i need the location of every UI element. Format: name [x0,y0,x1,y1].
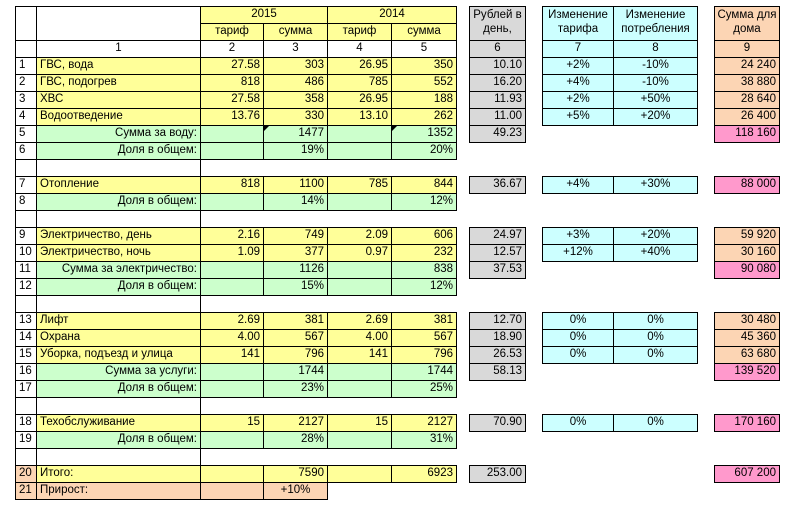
row-name: Прирост: [36,482,201,500]
cell-share-2015: 19% [263,142,328,160]
cell-tarif-2014: 141 [327,346,392,364]
cell-summa-2015: 1744 [263,363,328,381]
cell-summa-2015: 330 [263,108,328,126]
row-name: Доля в общем: [36,142,201,160]
cell-summa-2014: 838 [391,261,457,279]
cell-house-sum: 28 640 [714,91,780,109]
row-name: ГВС, подогрев [36,74,201,92]
cell-tarif-2014: 785 [327,74,392,92]
header-house-sum: Сумма для дома [714,6,780,41]
cell-tarif-2014: 785 [327,176,392,194]
colnum-3: 3 [263,40,328,58]
row-number: 7 [15,176,37,194]
cell-blank [200,363,264,381]
row-number: 16 [15,363,37,381]
row-number: 14 [15,329,37,347]
cell-consumption-change: +20% [613,227,698,245]
cell-blank [200,125,264,143]
row-name: Сумма за электричество: [36,261,201,279]
cell-summa-2014: 567 [391,329,457,347]
cell-tariff-change: +12% [542,244,614,262]
cell-house-sum: 24 240 [714,57,780,75]
row-number: 5 [15,125,37,143]
cell-share-2014: 20% [391,142,457,160]
cell-share-2014: 31% [391,431,457,449]
cell-tarif-2015: 2.16 [200,227,264,245]
row-name: Отопление [36,176,201,194]
cell-blank [327,261,392,279]
cell-summa-2015: 749 [263,227,328,245]
cell-house-sum: 607 200 [714,465,780,483]
header-blank [36,6,201,41]
cell-house-sum: 30 480 [714,312,780,330]
cell-summa-2015: 796 [263,346,328,364]
cell-summa-2014: 350 [391,57,457,75]
cell-tarif-2015: 13.76 [200,108,264,126]
row-name: Лифт [36,312,201,330]
cell-consumption-change: 0% [613,346,698,364]
cell-tarif-2014: 15 [327,414,392,432]
cell-rub-per-day: 70.90 [469,414,526,432]
cell-tarif-2014: 26.95 [327,91,392,109]
cell-tariff-change: 0% [542,346,614,364]
colnum-4: 4 [327,40,392,58]
cell-summa-2014: 606 [391,227,457,245]
row-name: Доля в общем: [36,278,201,296]
cell-tariff-change: +2% [542,91,614,109]
cell-share-2015: 14% [263,193,328,211]
cell-tariff-change: +3% [542,227,614,245]
row-name: Доля в общем: [36,431,201,449]
cell-summa-2014: 2127 [391,414,457,432]
cell-house-sum: 30 160 [714,244,780,262]
cell-summa-2014: 796 [391,346,457,364]
row-number: 8 [15,193,37,211]
cell-share-2015: 23% [263,380,328,398]
colnum-8: 8 [613,40,698,58]
cell-rub-per-day: 253.00 [469,465,526,483]
cell-rub-per-day: 18.90 [469,329,526,347]
cell-blank [200,465,264,483]
cell-tarif-2014: 4.00 [327,329,392,347]
cell-summa-2015: 358 [263,91,328,109]
cell-summa-2014: 381 [391,312,457,330]
cell-rub-per-day: 37.53 [469,261,526,279]
header-year-2015: 2015 [200,6,328,24]
row-number: 1 [15,57,37,75]
cell-tariff-change: +2% [542,57,614,75]
header-rub-per-day: Рублей в день, [469,6,526,41]
separator-cell [15,159,37,177]
cell-summa-2014: 232 [391,244,457,262]
row-name: Водоотведение [36,108,201,126]
cell-blank [327,380,392,398]
cell-summa-2014: 1744 [391,363,457,381]
cell-tarif-2014: 2.09 [327,227,392,245]
row-name: Уборка, подъезд и улица [36,346,201,364]
row-number: 13 [15,312,37,330]
cell-summa-2015: 303 [263,57,328,75]
cell-total-2014: 6923 [391,465,457,483]
cell-share-2014: 12% [391,193,457,211]
cell-tarif-2015: 1.09 [200,244,264,262]
cell-rub-per-day: 36.67 [469,176,526,194]
separator-cell [36,159,201,177]
cell-summa-2014: 262 [391,108,457,126]
row-name: Итого: [36,465,201,483]
cell-blank [200,142,264,160]
cell-summa-2015: 1100 [263,176,328,194]
cell-blank [200,431,264,449]
cell-summa-2014: 552 [391,74,457,92]
cell-rub-per-day: 11.00 [469,108,526,126]
header-tarif-2015: тариф [200,23,264,41]
separator-cell [36,397,201,415]
row-number: 19 [15,431,37,449]
cell-summa-2015: 567 [263,329,328,347]
cell-tariff-change: 0% [542,329,614,347]
cell-tariff-change: 0% [542,414,614,432]
row-number: 18 [15,414,37,432]
cell-tariff-change: 0% [542,312,614,330]
cell-house-sum: 38 880 [714,74,780,92]
cell-tarif-2014: 0.97 [327,244,392,262]
row-number: 9 [15,227,37,245]
cell-house-sum: 88 000 [714,176,780,194]
row-number: 2 [15,74,37,92]
separator-cell [36,210,201,228]
cell-house-sum: 90 080 [714,261,780,279]
row-name: Охрана [36,329,201,347]
cell-house-sum: 45 360 [714,329,780,347]
separator-cell [15,397,37,415]
cell-summa-2014: 844 [391,176,457,194]
cell-tariff-change: +4% [542,74,614,92]
cell-tarif-2014: 2.69 [327,312,392,330]
header-year-2014: 2014 [327,6,457,24]
cell-blank [327,431,392,449]
cell-summa-2015: 1477 [263,125,328,143]
cell-consumption-change: -10% [613,57,698,75]
cell-blank [200,193,264,211]
cell-tarif-2015: 15 [200,414,264,432]
colnum-6: 6 [469,40,526,58]
row-name: Электричество, ночь [36,244,201,262]
cell-house-sum: 170 160 [714,414,780,432]
cell-summa-2015: 2127 [263,414,328,432]
cell-house-sum: 63 680 [714,346,780,364]
row-name: Доля в общем: [36,380,201,398]
cell-house-sum: 139 520 [714,363,780,381]
separator-cell [36,448,201,466]
colnum-5: 5 [391,40,457,58]
cell-tarif-2015: 818 [200,176,264,194]
cell-tarif-2015: 818 [200,74,264,92]
cell-total-2015: 7590 [263,465,328,483]
colnum-7: 7 [542,40,614,58]
row-number: 3 [15,91,37,109]
cell-tarif-2015: 4.00 [200,329,264,347]
header-summa-2014: сумма [391,23,457,41]
cell-blank [200,482,264,500]
cell-blank [327,278,392,296]
cell-house-sum: 59 920 [714,227,780,245]
cell-summa-2014: 188 [391,91,457,109]
separator-cell [36,295,201,313]
cell-blank [327,363,392,381]
separator-cell [15,448,37,466]
cell-consumption-change: 0% [613,312,698,330]
cell-summa-2015: 486 [263,74,328,92]
cell-tarif-2015: 2.69 [200,312,264,330]
cell-tariff-change: +5% [542,108,614,126]
cell-blank [327,125,392,143]
cell-share-2014: 12% [391,278,457,296]
cell-summa-2014: 1352 [391,125,457,143]
cell-tarif-2015: 27.58 [200,91,264,109]
row-number: 11 [15,261,37,279]
row-name: Техобслуживание [36,414,201,432]
cell-blank [200,261,264,279]
row-name: ХВС [36,91,201,109]
cell-house-sum: 26 400 [714,108,780,126]
cell-blank [327,193,392,211]
colnum-corner [15,40,37,58]
colnum-9: 9 [714,40,780,58]
cell-consumption-change: -10% [613,74,698,92]
row-name: ГВС, вода [36,57,201,75]
row-number: 4 [15,108,37,126]
row-number: 12 [15,278,37,296]
cell-consumption-change: +30% [613,176,698,194]
separator-cell [15,210,37,228]
cell-rub-per-day: 11.93 [469,91,526,109]
row-number: 21 [15,482,37,500]
cell-consumption-change: +50% [613,91,698,109]
header-summa-2015: сумма [263,23,328,41]
row-number: 10 [15,244,37,262]
cell-blank [200,278,264,296]
header-tariff-change: Изменение тарифа [542,6,614,41]
cell-house-sum: 118 160 [714,125,780,143]
cell-consumption-change: 0% [613,414,698,432]
corner-cell [15,6,37,41]
cell-rub-per-day: 10.10 [469,57,526,75]
row-number: 15 [15,346,37,364]
header-consumption-change: Изменение потребления [613,6,698,41]
cell-share-2014: 25% [391,380,457,398]
cell-summa-2015: 381 [263,312,328,330]
separator-cell [15,295,37,313]
colnum-1: 1 [36,40,201,58]
cell-blank [327,142,392,160]
cell-consumption-change: +20% [613,108,698,126]
cell-rub-per-day: 16.20 [469,74,526,92]
cell-summa-2015: 1126 [263,261,328,279]
cell-blank [327,465,392,483]
row-name: Сумма за услуги: [36,363,201,381]
cell-rub-per-day: 49.23 [469,125,526,143]
header-tarif-2014: тариф [327,23,392,41]
cell-tarif-2015: 27.58 [200,57,264,75]
cell-rub-per-day: 12.57 [469,244,526,262]
cell-rub-per-day: 12.70 [469,312,526,330]
cell-share-2015: 15% [263,278,328,296]
cell-rub-per-day: 58.13 [469,363,526,381]
cell-tarif-2015: 141 [200,346,264,364]
cell-rub-per-day: 26.53 [469,346,526,364]
row-number: 20 [15,465,37,483]
cell-summa-2015: 377 [263,244,328,262]
cell-tarif-2014: 13.10 [327,108,392,126]
row-number: 6 [15,142,37,160]
cell-rub-per-day: 24.97 [469,227,526,245]
cell-blank [200,380,264,398]
row-name: Электричество, день [36,227,201,245]
row-number: 17 [15,380,37,398]
row-name: Доля в общем: [36,193,201,211]
cell-share-2015: 28% [263,431,328,449]
colnum-2: 2 [200,40,264,58]
cell-tarif-2014: 26.95 [327,57,392,75]
cell-consumption-change: +40% [613,244,698,262]
cell-growth-2015: +10% [263,482,328,500]
cell-tariff-change: +4% [542,176,614,194]
row-name: Сумма за воду: [36,125,201,143]
cell-consumption-change: 0% [613,329,698,347]
